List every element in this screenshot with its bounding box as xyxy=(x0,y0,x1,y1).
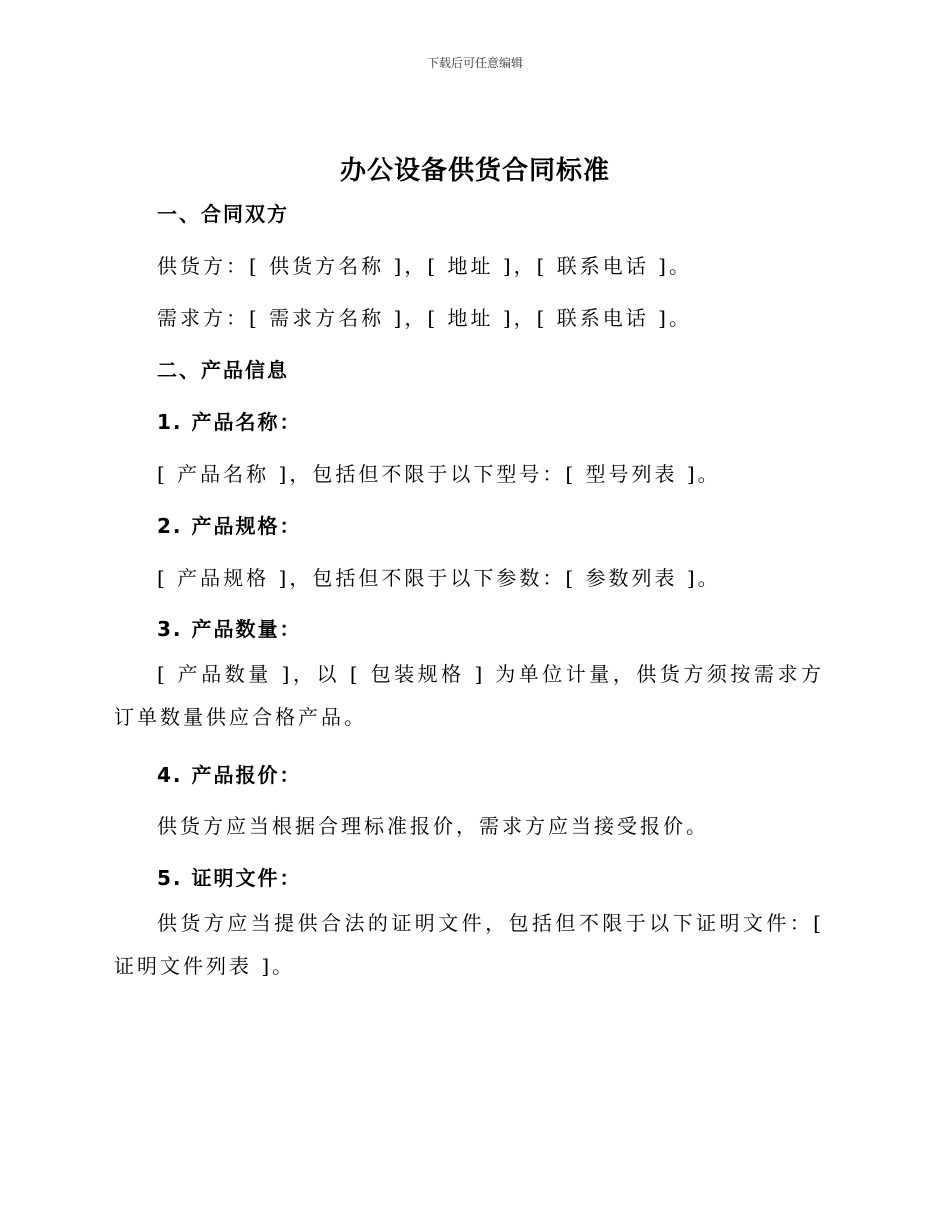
item-body-product-quantity: [ 产品数量 ]，以 [ 包装规格 ] 为单位计量，供货方须按需求方订单数量供应合格产品。 xyxy=(114,662,824,729)
section-heading-product-info: 二、产品信息 xyxy=(157,358,289,382)
item-heading-product-spec: 2. 产品规格： xyxy=(157,514,302,538)
document-title: 办公设备供货合同标准 xyxy=(339,156,610,186)
item-body-product-spec: [ 产品规格 ]，包括但不限于以下参数：[ 参数列表 ]。 xyxy=(157,566,721,590)
item-heading-product-price: 4. 产品报价： xyxy=(157,763,302,787)
supplier-line: 供货方：[ 供货方名称 ]，[ 地址 ]，[ 联系电话 ]。 xyxy=(157,254,692,278)
item-body-product-price: 供货方应当根据合理标准报价，需求方应当接受报价。 xyxy=(157,814,709,838)
item-heading-certificates: 5. 证明文件： xyxy=(157,866,302,890)
item-body-product-name: [ 产品名称 ]，包括但不限于以下型号：[ 型号列表 ]。 xyxy=(157,462,721,486)
item-body-certificates: 供货方应当提供合法的证明文件，包括但不限于以下证明文件：[ 证明文件列表 ]。 xyxy=(114,911,824,978)
buyer-line: 需求方：[ 需求方名称 ]，[ 地址 ]，[ 联系电话 ]。 xyxy=(157,306,692,330)
header-note: 下载后可任意编辑 xyxy=(426,56,523,70)
section-heading-parties: 一、合同双方 xyxy=(157,202,289,226)
item-heading-product-quantity: 3. 产品数量： xyxy=(157,617,302,641)
item-heading-product-name: 1. 产品名称： xyxy=(157,410,302,434)
